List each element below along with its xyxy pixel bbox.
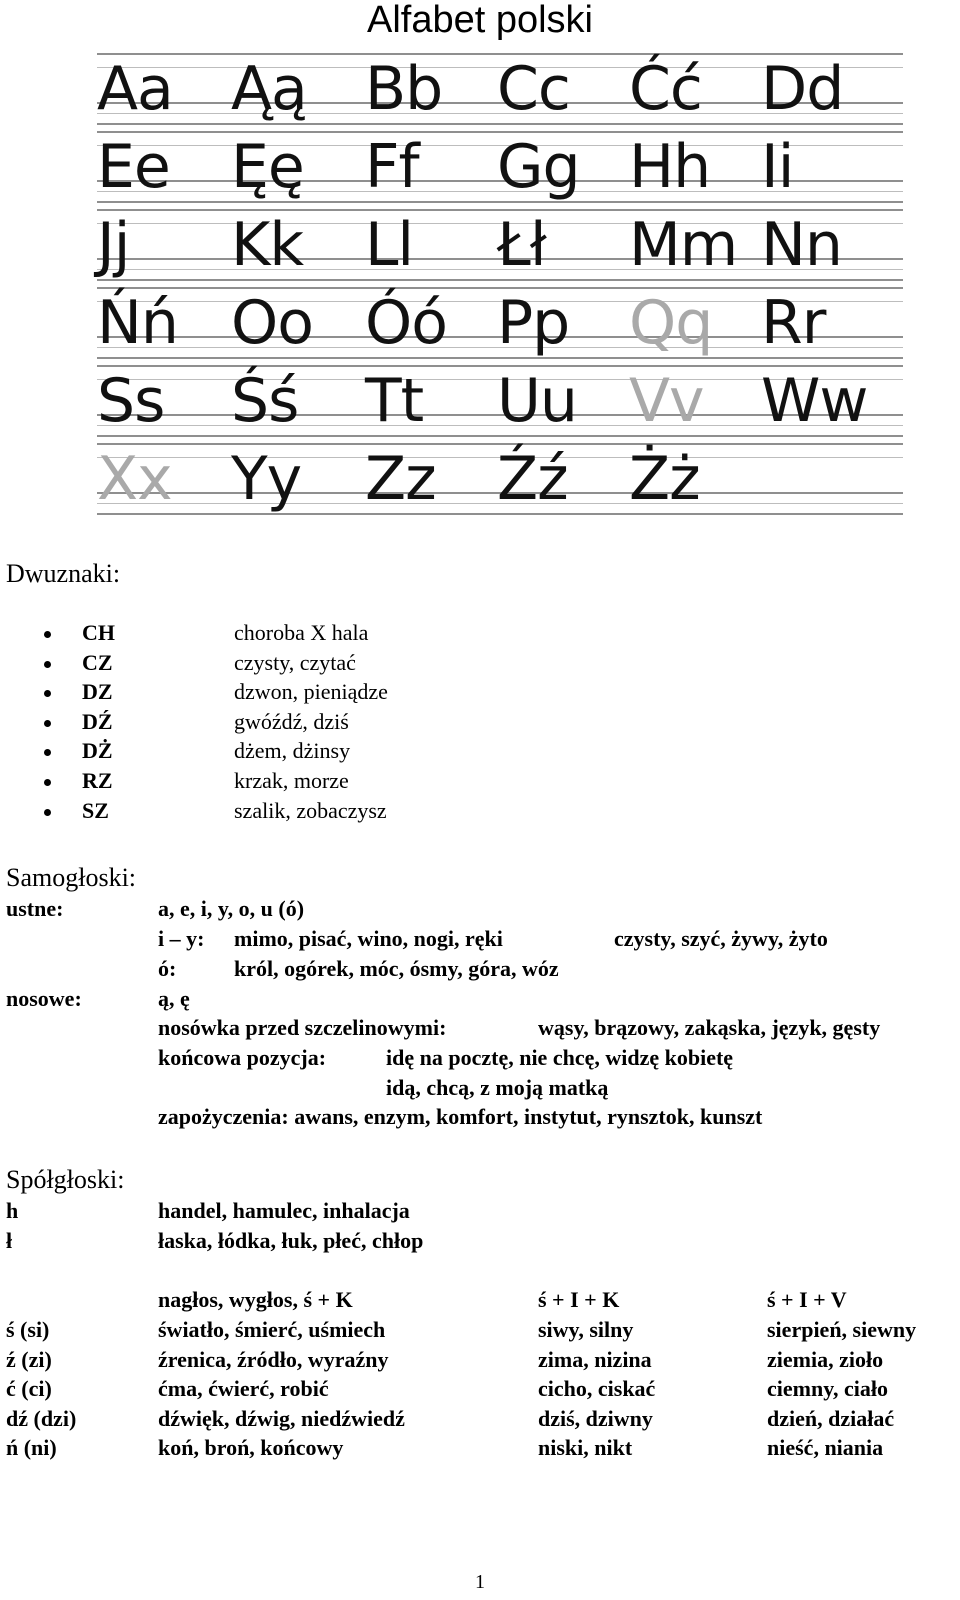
digraph-examples: choroba X hala [234,620,369,645]
alphabet-letter: Uu [497,366,577,436]
zapozyczenia: zapożyczenia: awans, enzym, komfort, instytut, rynsztok, kunszt [158,1104,763,1129]
alphabet-letter: Łł [497,210,546,280]
bullet-icon [44,809,51,816]
iy-examples-1: mimo, pisać, wino, nogi, ręki [234,926,503,951]
alphabet-letter: Ii [761,132,794,202]
alphabet-letter: Dd [761,54,844,124]
alphabet-letter: Ff [365,132,419,202]
table-cell: nieść, niania [767,1435,884,1461]
table-cell: siwy, silny [538,1317,634,1342]
o-label: ó: [158,956,177,981]
alphabet-letter: Zz [365,444,436,514]
nosowe-label: nosowe: [6,986,82,1011]
h-label: h [6,1198,19,1223]
alphabet-letter: Pp [497,288,570,358]
digraph: RZ [82,768,113,793]
alphabet-letter: Nn [761,210,842,280]
digraph-examples: szalik, zobaczysz [234,797,387,823]
page-title: Alfabet polski [366,0,593,41]
digraph: DŹ [82,708,113,734]
alphabet-letter: Vv [629,366,704,436]
alphabet-letter: Cc [497,54,570,124]
table-cell: dzień, działać [767,1405,895,1431]
alphabet-letter: Yy [231,444,302,514]
page-number: 1 [475,1571,485,1593]
alphabet-letter: Śś [231,366,299,436]
row-label: ń (ni) [6,1435,57,1461]
table-cell: koń, broń, końcowy [158,1435,344,1461]
alphabet-letter: Mm [629,210,738,280]
alphabet-letter: Tt [365,366,424,436]
column-header: nagłos, wygłos, ś + K [158,1287,353,1312]
bullet-icon [44,779,51,786]
table-cell: światło, śmierć, uśmiech [158,1317,386,1342]
column-header: ś + I + K [538,1287,620,1312]
iy-label: i – y: [158,926,205,951]
alphabet-letter: Jj [97,210,130,280]
h-examples: handel, hamulec, inhalacja [158,1198,410,1223]
bullet-icon [44,661,51,668]
iy-examples-2: czysty, szyć, żywy, żyto [614,926,828,951]
row-label: ź (zi) [6,1346,52,1372]
ustne-list: a, e, i, y, o, u (ó) [158,896,305,921]
alphabet-letter: Ćć [629,54,702,124]
alphabet-row [97,131,903,209]
bullet-icon [44,631,51,638]
digraph: CZ [82,649,113,675]
digraph-examples: krzak, morze [234,768,349,793]
alphabet-row [97,209,903,287]
alphabet-letter: Ee [97,132,170,202]
digraph-examples: dżem, dżinsy [234,738,351,764]
row-label: ć (ci) [6,1376,52,1402]
digraph-examples: dzwon, pieniądze [234,679,388,705]
table-cell: ciemny, ciało [767,1376,888,1402]
alphabet-row [97,287,903,365]
nosowe-list: ą, ę [158,986,190,1011]
l-examples: łaska, łódka, łuk, płeć, chłop [158,1228,424,1253]
dwuznaki-heading: Dwuznaki: [6,559,121,588]
table-cell: zima, nizina [538,1346,652,1372]
alphabet-letter: Rr [761,288,826,358]
koncowa-label: końcowa pozycja: [158,1045,327,1070]
table-cell: cicho, ciskać [538,1376,656,1402]
row-label: ś (si) [6,1317,50,1342]
table-cell: niski, nikt [538,1435,633,1461]
digraph: DZ [82,679,113,705]
table-cell: dźwięk, dźwig, niedźwiedź [158,1405,405,1431]
alphabet-letter: Bb [365,54,443,124]
alphabet-letter: Qq [629,288,713,358]
alphabet-letter: Źź [497,444,568,514]
alphabet-letter: Hh [629,132,711,202]
digraph: SZ [82,797,109,823]
l-label: ł [6,1228,13,1253]
row-label: dź (dzi) [6,1405,77,1431]
ustne-label: ustne: [6,896,64,921]
digraph: CH [82,620,115,645]
alphabet-letter: Óó [365,288,447,358]
alphabet-letter: Żż [629,444,700,514]
o-examples: król, ogórek, móc, ósmy, góra, wóz [234,956,559,981]
nosowka-label: nosówka przed szczelinowymi: [158,1015,447,1040]
alphabet-letter: Ąą [231,54,307,124]
table-cell: ćma, ćwierć, robić [158,1376,329,1402]
alphabet-letter: Xx [97,444,172,514]
nosowka-examples: wąsy, brązowy, zakąska, język, gęsty [538,1015,881,1040]
koncowa-examples-2: idą, chcą, z moją matką [386,1075,609,1100]
alphabet-chart [97,53,903,523]
alphabet-letter: Gg [497,132,580,202]
spolgloski-heading: Spółgłoski: [6,1165,125,1194]
bullet-icon [44,690,51,697]
digraph-examples: gwóźdź, dziś [234,708,349,734]
table-cell: dziś, dziwny [538,1405,653,1431]
table-cell: źrenica, źródło, wyraźny [158,1346,389,1372]
samogloski-heading: Samogłoski: [6,863,137,892]
bullet-icon [44,749,51,756]
alphabet-letter: Aa [97,54,173,124]
alphabet-row [97,443,903,521]
table-cell: sierpień, siewny [767,1317,917,1342]
alphabet-letter: Ńń [97,288,178,358]
digraph: DŻ [82,738,113,764]
alphabet-letter: Ll [365,210,414,280]
koncowa-examples-1: idę na pocztę, nie chcę, widzę kobietę [386,1045,734,1070]
alphabet-letter: Ss [97,366,165,436]
digraph-examples: czysty, czytać [234,649,356,675]
bullet-icon [44,720,51,727]
table-cell: ziemia, zioło [767,1346,884,1372]
alphabet-row [97,365,903,443]
column-header: ś + I + V [767,1287,847,1312]
alphabet-letter: Kk [231,210,304,280]
alphabet-row [97,53,903,131]
alphabet-letter: Oo [231,288,313,358]
alphabet-letter: Ęę [231,132,304,202]
alphabet-letter: Ww [761,366,868,436]
